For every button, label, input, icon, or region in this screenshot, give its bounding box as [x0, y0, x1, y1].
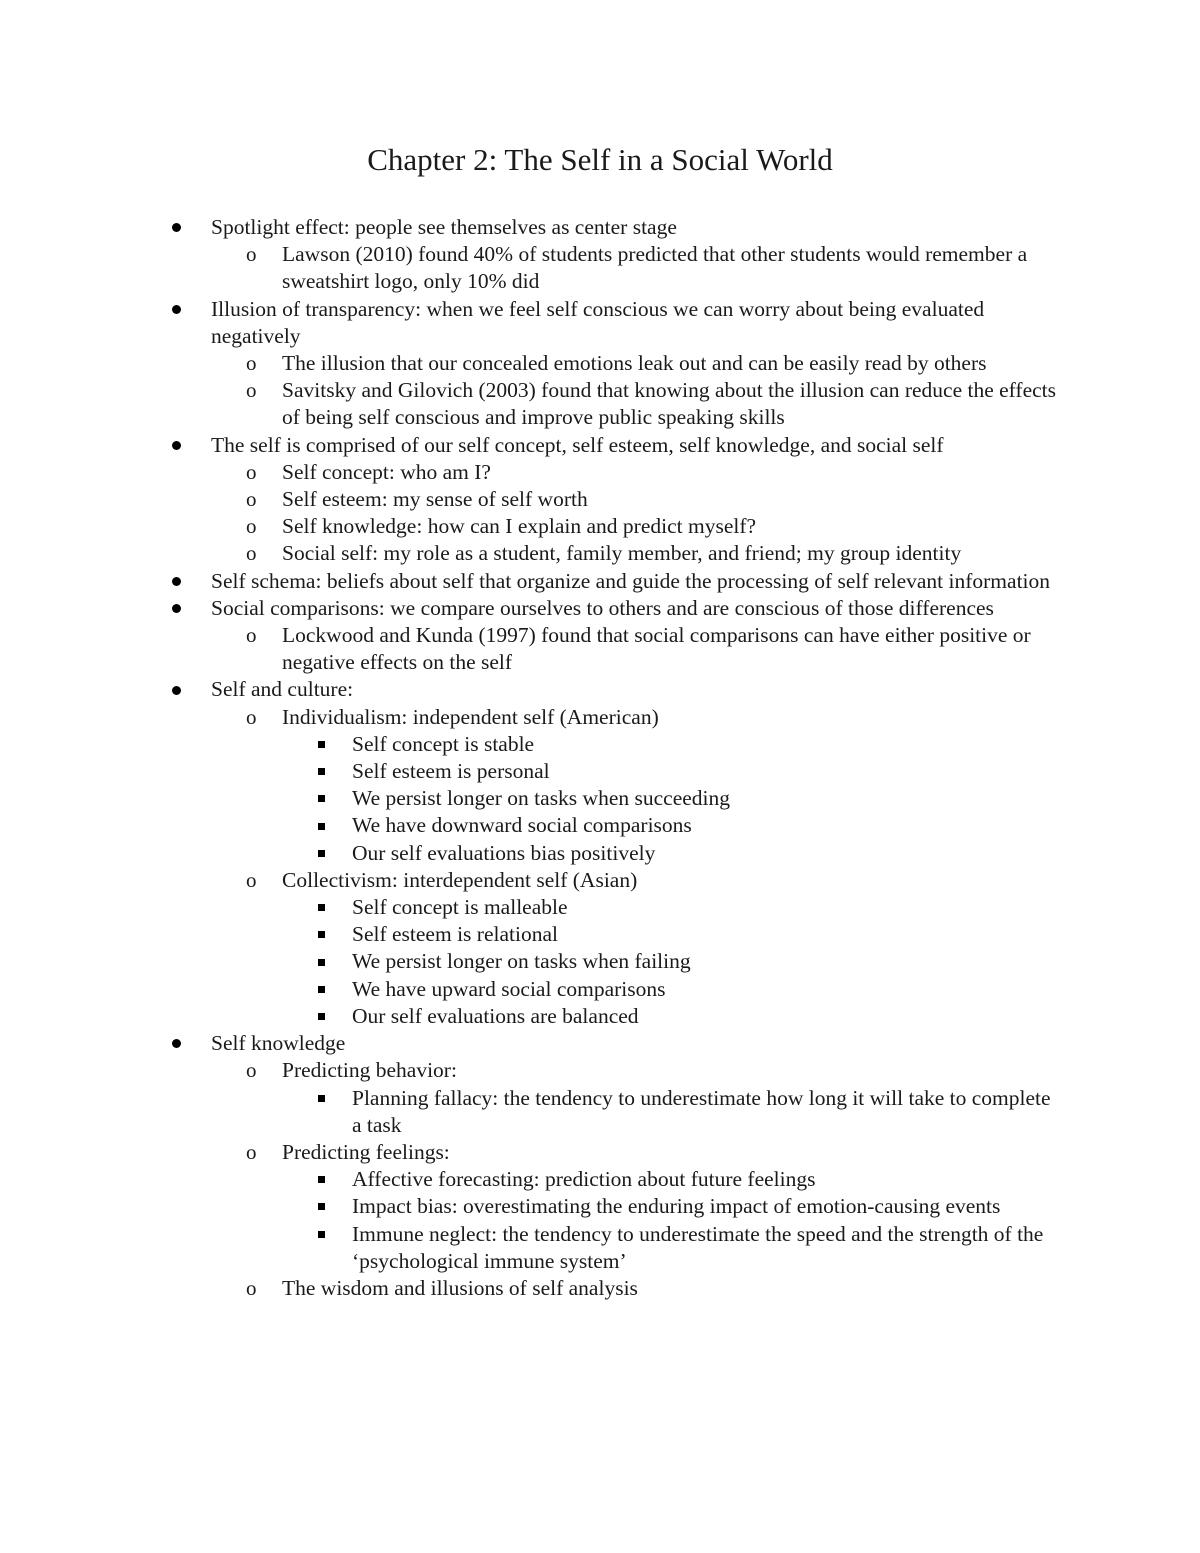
outline-item-text: Our self evaluations bias positively [352, 840, 656, 865]
outline-item-text: Self knowledge: how can I explain and predict myself? [282, 514, 757, 539]
outline-item-level-3 [0, 976, 1052, 1003]
outline-item-level-3 [0, 1221, 1052, 1275]
bullet-square-icon [318, 1221, 325, 1248]
outline-item-text: Immune neglect: the tendency to underestimate the speed and the strength of the ‘psychological immune system’ [352, 1221, 1044, 1273]
bullet-square-icon [318, 1003, 325, 1030]
bullet-square-icon [318, 1193, 325, 1220]
outline-item-level-2 [0, 350, 1062, 377]
outline-item-text: Self and culture: [211, 677, 354, 702]
bullet-dot-icon [172, 432, 181, 459]
bullet-circle-icon: o [246, 351, 257, 376]
outline-item-text: Predicting feelings: [282, 1139, 450, 1164]
outline-item-text: The wisdom and illusions of self analysis [282, 1275, 638, 1300]
outline-item-level-3 [0, 1003, 1052, 1030]
outline-item-text: Self schema: beliefs about self that organize and guide the processing of self relevant information [211, 568, 1051, 593]
bullet-square-icon [318, 1085, 325, 1112]
outline-item-text: The illusion that our concealed emotions leak out and can be easily read by others [282, 351, 987, 376]
outline-item-level-3 [0, 1193, 1052, 1220]
outline-item-level-2 [0, 377, 1062, 431]
bullet-square-icon [318, 921, 325, 948]
bullet-square-icon [318, 976, 325, 1003]
bullet-circle-icon: o [246, 623, 257, 648]
bullet-circle-icon: o [246, 1139, 257, 1164]
bullet-circle-icon: o [246, 704, 257, 729]
outline-item-text: We persist longer on tasks when failing [352, 949, 691, 974]
outline-item-level-3 [0, 758, 1052, 785]
outline-item-level-2 [0, 1057, 1062, 1084]
outline-item-level-1 [0, 296, 1071, 350]
outline-item-text: We have downward social comparisons [352, 813, 692, 838]
outline-item-level-1 [0, 1030, 1071, 1057]
bullet-dot-icon [172, 595, 181, 622]
bullet-circle-icon: o [246, 541, 257, 566]
outline-item-level-2 [0, 540, 1062, 567]
outline-item-level-2 [0, 704, 1062, 731]
outline-item-text: Self concept is stable [352, 731, 535, 756]
outline-item-level-2 [0, 486, 1062, 513]
outline-item-level-2 [0, 459, 1062, 486]
outline-item-text: Savitsky and Gilovich (2003) found that knowing about the illusion can reduce the effects of being self conscious and improve public speaking skills [282, 378, 1057, 430]
outline-item-text: Impact bias: overestimating the enduring impact of emotion-causing events [352, 1194, 1001, 1219]
bullet-dot-icon [172, 676, 181, 703]
bullet-dot-icon [172, 1030, 181, 1057]
outline-item-level-2 [0, 241, 1062, 295]
bullet-dot-icon [172, 568, 181, 595]
outline-item-level-1 [0, 432, 1071, 459]
outline-item-text: Lockwood and Kunda (1997) found that social comparisons can have either positive or negative effects on the self [282, 623, 1031, 675]
bullet-circle-icon: o [246, 514, 257, 539]
outline-item-text: Social self: my role as a student, family member, and friend; my group identity [282, 541, 962, 566]
outline-item-text: We persist longer on tasks when succeeding [352, 786, 731, 811]
outline-item-level-3 [0, 1085, 1052, 1139]
outline-item-text: Illusion of transparency: when we feel self conscious we can worry about being evaluated negatively [211, 296, 985, 348]
bullet-square-icon [318, 948, 325, 975]
outline-item-text: Self esteem is relational [352, 922, 558, 947]
bullet-circle-icon: o [246, 1058, 257, 1083]
bullet-square-icon [318, 812, 325, 839]
outline-item-level-3 [0, 1166, 1052, 1193]
outline-item-level-3 [0, 948, 1052, 975]
outline-item-level-3 [0, 840, 1052, 867]
outline-item-text: Lawson (2010) found 40% of students predicted that other students would remember a sweatshirt logo, only 10% did [282, 242, 1028, 294]
outline-item-text: Self concept: who am I? [282, 459, 491, 484]
bullet-circle-icon: o [246, 867, 257, 892]
bullet-circle-icon: o [246, 242, 257, 267]
outline-item-text: Social comparisons: we compare ourselves to others and are conscious of those differences [211, 595, 994, 620]
outline-item-level-3 [0, 921, 1052, 948]
bullet-circle-icon: o [246, 459, 257, 484]
bullet-circle-icon: o [246, 378, 257, 403]
outline-item-text: Collectivism: interdependent self (Asian) [282, 867, 638, 892]
outline-item-text: Individualism: independent self (American) [282, 704, 659, 729]
outline-item-level-2 [0, 867, 1062, 894]
bullet-square-icon [318, 758, 325, 785]
outline-item-level-3 [0, 894, 1052, 921]
outline-item-text: Predicting behavior: [282, 1058, 457, 1083]
outline-item-level-1 [0, 676, 1071, 703]
bullet-circle-icon: o [246, 487, 257, 512]
bullet-circle-icon: o [246, 1275, 257, 1300]
outline-item-text: Self esteem is personal [352, 759, 550, 784]
outline-item-text: Self concept is malleable [352, 895, 568, 920]
outline-item-level-1 [0, 568, 1071, 595]
outline-item-level-3 [0, 731, 1052, 758]
outline-item-text: Spotlight effect: people see themselves as center stage [211, 215, 677, 239]
outline-item-level-3 [0, 785, 1052, 812]
outline-item-level-1 [0, 214, 1071, 241]
bullet-square-icon [318, 731, 325, 758]
bullet-square-icon [318, 894, 325, 921]
outline-item-text: Self knowledge [211, 1031, 346, 1056]
outline-item-text: Planning fallacy: the tendency to underestimate how long it will take to complete a task [352, 1085, 1051, 1137]
outline-item-level-2 [0, 622, 1062, 676]
bullet-dot-icon [172, 214, 181, 241]
bullet-dot-icon [172, 296, 181, 323]
outline-item-level-3 [0, 812, 1052, 839]
outline-item-text: The self is comprised of our self concept, self esteem, self knowledge, and social self [211, 432, 944, 457]
bullet-square-icon [318, 840, 325, 867]
outline-item-text: Affective forecasting: prediction about future feelings [352, 1167, 816, 1192]
bullet-square-icon [318, 785, 325, 812]
outline-list [0, 214, 1200, 1302]
bullet-square-icon [318, 1166, 325, 1193]
outline-item-text: Our self evaluations are balanced [352, 1003, 639, 1028]
outline-item-text: Self esteem: my sense of self worth [282, 487, 588, 512]
page-title: Chapter 2: The Self in a Social World [367, 142, 833, 177]
outline-item-level-2 [0, 1139, 1062, 1166]
outline-item-level-2 [0, 513, 1062, 540]
outline-item-text: We have upward social comparisons [352, 976, 666, 1001]
outline-item-level-1 [0, 595, 1071, 622]
outline-item-level-2 [0, 1275, 1062, 1302]
